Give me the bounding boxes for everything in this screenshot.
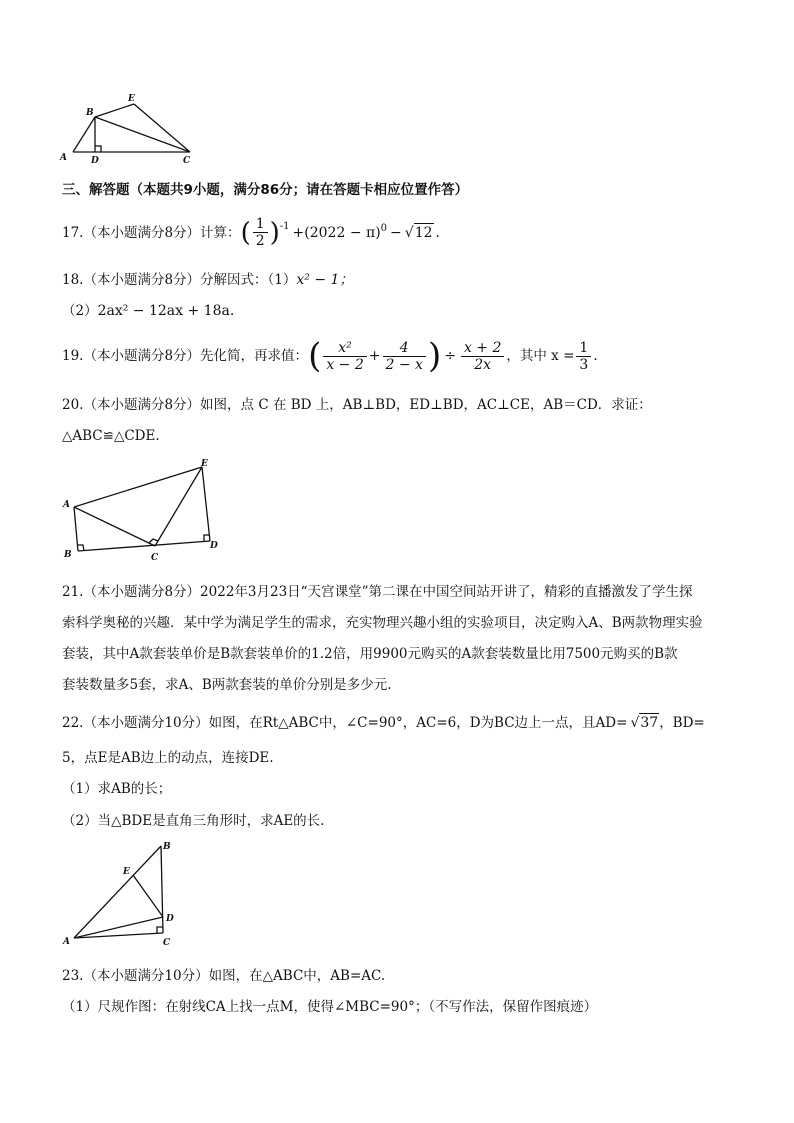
question-20-line-2: △ABC≌△CDE. [62,428,160,444]
question-21-line-1: 21.（本小题满分8分）2022年3月23日“天宫课堂”第二课在中国空间站开讲了，精彩的直播激发了学生探 [62,584,693,600]
q19-fraction-2: $\frac{4}{2 - x}$ [383,340,426,373]
fig20-label-d: D [210,541,218,551]
fig22-label-b: B [163,842,171,852]
fig20-segment-ed [202,467,210,541]
fig22-right-angle-c [157,927,163,933]
fig16-label-c: C [183,156,191,165]
question-20-line-1: 20.（本小题满分8分）如图，点 C 在 BD 上，AB⊥BD，ED⊥BD，AC⊥CE，AB＝CD．求证： [62,397,652,413]
fig16-segment-be [95,104,134,117]
question-22-part-2: （2）当△BDE是直角三角形时，求AE的长. [62,813,325,829]
fig20-segment-ac [74,507,155,546]
fig16-segment-ec [134,104,190,152]
question-22-part-1: （1）求AB的长； [62,781,172,797]
fig22-label-d: D [166,914,174,924]
fig16-label-e: E [128,94,135,104]
question-23-part-1: （1）尺规作图：在射线CA上找一点M，使得∠MBC=90°；（不写作法，保留作图痕迹） [62,999,598,1015]
fig20-label-b: B [64,550,72,560]
question-17: 17.（本小题满分8分）计算： ( $\frac{1}{2}$ ) $^{-1}$ +(2022 − π) $^0$ − √ 12 . [62,216,440,249]
fig16-segment-ab [73,117,95,152]
question-18-line-2: （2）2ax² − 12ax + 18a. [62,303,235,319]
q19-fraction-3: $\frac{x + 2}{2x}$ [461,340,504,373]
fig16-label-a: A [60,153,67,163]
fig16-label-d: D [91,156,99,165]
question-22-line-2: 5，点E是AB边上的动点，连接DE. [62,750,274,766]
q17-fraction: $\frac{1}{2}$ [253,216,268,249]
fig20-segment-ae [74,467,202,507]
question-18-line-1: 18.（本小题满分8分）分解因式：（1）x² − 1； [62,272,354,288]
q17-middle-term: +(2022 − π) [292,224,381,241]
q22-sqrt-arg: 37 [640,715,659,731]
fig20-label-a: A [63,500,70,510]
figure-q22 [60,838,190,953]
q17-prefix: 17.（本小题满分8分）计算： [62,224,241,241]
q17-zero-exponent: 0 [380,223,388,234]
fig20-label-c: C [151,553,159,563]
q19-value: $\frac{1}{3}$ [576,340,591,373]
fig16-label-b: B [86,108,94,118]
q17-exponent: -1 [279,221,290,232]
section-title: 三、解答题（本题共9小题，满分86分；请在答题卡相应位置作答） [62,182,469,198]
question-21-line-4: 套装数量多5套，求A、B两款套装的单价分别是多少元. [62,677,392,693]
figure-q16 [55,90,205,165]
question-21-line-2: 索科学奥秘的兴趣．某中学为满足学生的需求，充实物理兴趣小组的实验项目，决定购入A、B两款物理实验 [62,615,703,631]
question-19: 19.（本小题满分8分）先化简，再求值： ( $\frac{\text{x²}}{x - 2}$ + $\frac{4}{2 - x}$ ) ÷ $\frac{x + 2}{2x}$ ，其中 x = $\frac{1}{3}$ . [62,336,598,376]
question-23-line-1: 23.（本小题满分10分）如图，在△ABC中，AB=AC. [62,968,386,984]
question-21-line-3: 套装，其中A款套装单价是B款套装单价的1.2倍，用9900元购买的A款套装数量比用7500元购买的B款 [62,646,678,662]
fig20-segment-bd [78,541,210,551]
fig22-segment-bc [161,846,163,933]
fig22-segment-ed [133,875,163,917]
fig20-label-e: E [201,459,208,469]
figure-q20 [60,455,230,565]
q17-sqrt-arg: 12 [414,225,433,241]
fig22-label-e: E [123,867,130,877]
fig16-segment-bc [95,117,190,152]
fig22-label-a: A [63,937,70,947]
fig16-right-angle-mark [95,146,101,152]
fig22-label-c: C [163,938,171,948]
fig22-segment-ab [74,846,161,938]
question-22-line-1: 22.（本小题满分10分）如图，在Rt△ABC中，∠C=90°，AC=6，D为BC边上一点，且AD= √ 37 ，BD= [62,714,705,731]
q19-fraction-1: $\frac{\text{x²}}{x - 2}$ [323,340,366,373]
